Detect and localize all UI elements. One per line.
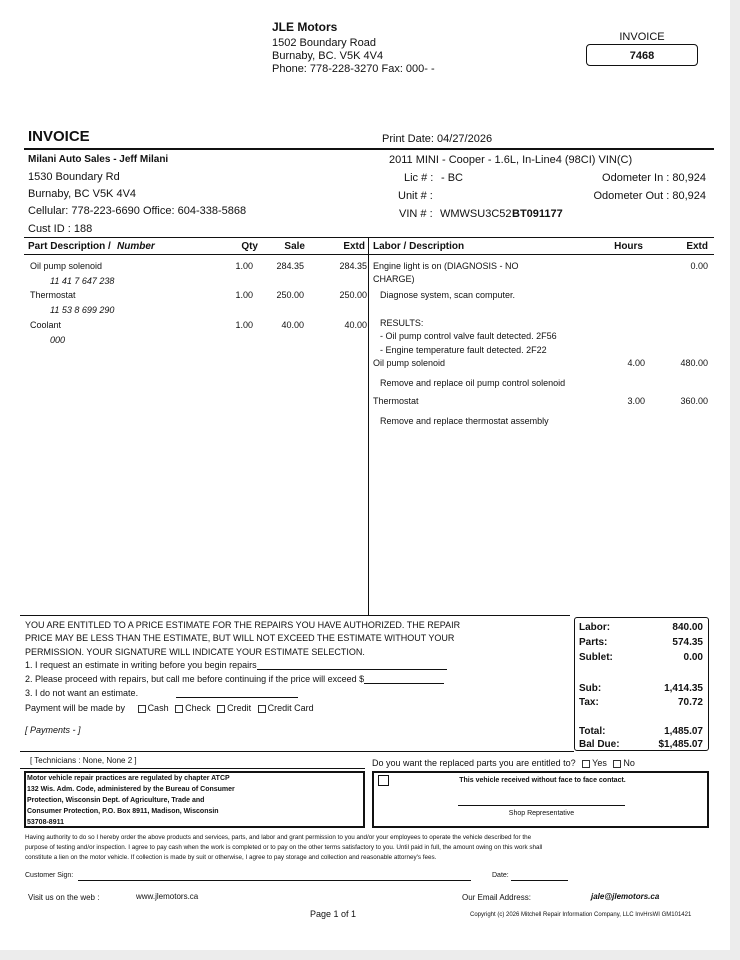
totals-sub-value: 1,414.35 bbox=[664, 683, 703, 694]
totals-sub-label: Sub: bbox=[579, 683, 602, 694]
vehicle-description: 2011 MINI - Cooper - 1.6L, In-Line4 (98CI) VIN(C) bbox=[389, 154, 633, 166]
invoice-box-label: INVOICE bbox=[619, 31, 665, 43]
labor-line: - Oil pump control valve fault detected. 2F56 bbox=[380, 331, 557, 341]
estimate-bottom-line bbox=[20, 751, 574, 752]
totals-sublet-label: Sublet: bbox=[579, 652, 613, 663]
atcp-text: Protection, Wisconsin Dept. of Agriculture, Trade and bbox=[27, 797, 205, 804]
totals-total-value: 1,485.07 bbox=[664, 726, 703, 737]
customer-phones: Cellular: 778-223-6690 Office: 604-338-5868 bbox=[28, 205, 247, 217]
invoice-title: INVOICE bbox=[28, 128, 90, 145]
part-number: 000 bbox=[50, 335, 66, 345]
customer-sign-label: Customer Sign: bbox=[25, 872, 74, 879]
part-extd: 40.00 bbox=[344, 320, 367, 330]
totals-parts-value: 574.35 bbox=[672, 637, 703, 648]
authority-text: constitute a lien on the motor vehicle. If collection is made by suit or otherwise, I agree to pay storage and collection and reasonable attorney's fees. bbox=[25, 854, 437, 861]
odometer-out: Odometer Out : 80,924 bbox=[593, 190, 706, 202]
part-qty: 1.00 bbox=[235, 320, 253, 330]
estimate-option-3-line[interactable] bbox=[176, 697, 298, 698]
customer-name: Milani Auto Sales - Jeff Milani bbox=[28, 154, 169, 165]
odometer-in: Odometer In : 80,924 bbox=[602, 172, 706, 184]
copyright: Copyright (c) 2026 Mitchell Repair Information Company, LLC InvHrsWI GM101421 bbox=[470, 912, 692, 918]
table-top-line bbox=[24, 237, 714, 238]
part-sale: 284.35 bbox=[276, 261, 304, 271]
customer-address: 1530 Boundary Rd bbox=[28, 171, 120, 183]
estimate-text: YOU ARE ENTITLED TO A PRICE ESTIMATE FOR THE REPAIRS YOU HAVE AUTHORIZED. THE REPAIR bbox=[25, 620, 461, 630]
labor-header-hours: Hours bbox=[614, 241, 643, 252]
email-label: Our Email Address: bbox=[462, 893, 531, 902]
authority-text: Having authority to do so I hereby order the above products and services, parts, and labor and grant permission to you and/or your employees to operate the vehicle described for the bbox=[25, 834, 532, 841]
date-label: Date: bbox=[492, 872, 509, 879]
part-number: 11 53 8 699 290 bbox=[50, 305, 115, 315]
atcp-text: 132 Wis. Adm. Code, administered by the Bureau of Consumer bbox=[27, 786, 235, 793]
totals-labor-label: Labor: bbox=[579, 622, 611, 633]
part-qty: 1.00 bbox=[235, 290, 253, 300]
atcp-text: 53708-8911 bbox=[27, 819, 64, 826]
shop-city: Burnaby, BC. V5K 4V4 bbox=[272, 50, 384, 62]
received-text: This vehicle received without face to face contact. bbox=[459, 777, 626, 784]
labor-line: Remove and replace thermostat assembly bbox=[380, 416, 549, 426]
vin-suffix: BT091177 bbox=[512, 208, 563, 220]
estimate-option-1: 1. I request an estimate in writing before you begin repairs bbox=[25, 660, 447, 670]
estimate-text: PRICE MAY BE LESS THAN THE ESTIMATE, BUT WILL NOT EXCEED THE ESTIMATE WITHOUT YOUR bbox=[25, 633, 455, 643]
website-link[interactable]: www.jlemotors.ca bbox=[136, 892, 199, 901]
part-sale: 250.00 bbox=[276, 290, 304, 300]
parts-header-extd: Extd bbox=[343, 241, 365, 252]
email-link[interactable]: jale@jlemotors.ca bbox=[591, 892, 660, 901]
estimate-text: PERMISSION. YOUR SIGNATURE WILL INDICATE YOUR ESTIMATE SELECTION. bbox=[25, 647, 365, 657]
part-desc: Thermostat bbox=[30, 290, 76, 300]
replaced-parts-question: Do you want the replaced parts you are entitled to? Yes No bbox=[372, 758, 635, 768]
parts-header-number: Number bbox=[117, 241, 155, 252]
table-bottom-line bbox=[20, 615, 570, 616]
totals-sublet-value: 0.00 bbox=[683, 652, 703, 663]
labor-header-extd: Extd bbox=[686, 241, 708, 252]
part-sale: 40.00 bbox=[281, 320, 304, 330]
totals-tax-value: 70.72 bbox=[677, 697, 703, 708]
shop-phone: Phone: 778-228-3270 Fax: 000- - bbox=[272, 63, 435, 75]
table-divider bbox=[368, 237, 369, 615]
technicians: [ Technicians : None, None 2 ] bbox=[30, 756, 137, 765]
shop-name: JLE Motors bbox=[272, 20, 338, 34]
shop-rep-label: Shop Representative bbox=[508, 810, 575, 817]
part-desc: Coolant bbox=[30, 320, 62, 330]
shop-rep-signature-line[interactable] bbox=[458, 805, 625, 806]
totals-tax-label: Tax: bbox=[579, 697, 599, 708]
totals-parts-label: Parts: bbox=[579, 637, 608, 648]
print-date: Print Date: 04/27/2026 bbox=[382, 133, 493, 145]
check-checkbox[interactable] bbox=[175, 705, 183, 713]
labor-line: - Engine temperature fault detected. 2F22 bbox=[380, 345, 547, 355]
labor-line: RESULTS: bbox=[380, 318, 424, 328]
labor-line: Thermostat bbox=[373, 396, 419, 406]
cash-checkbox[interactable] bbox=[138, 705, 146, 713]
part-extd: 284.35 bbox=[339, 261, 367, 271]
parts-header-qty: Qty bbox=[241, 241, 258, 252]
part-desc: Oil pump solenoid bbox=[30, 261, 103, 271]
totals-labor-value: 840.00 bbox=[672, 622, 703, 633]
atcp-text: Motor vehicle repair practices are regulated by chapter ATCP bbox=[27, 775, 230, 782]
labor-extd: 0.00 bbox=[690, 261, 708, 271]
credit-card-checkbox[interactable] bbox=[258, 705, 266, 713]
received-checkbox[interactable] bbox=[378, 775, 389, 786]
visit-label: Visit us on the web : bbox=[28, 893, 100, 902]
labor-extd: 360.00 bbox=[680, 396, 708, 406]
atcp-text: Consumer Protection, P.O. Box 8911, Madison, Wisconsin bbox=[27, 808, 219, 815]
totals-baldue-value: $1,485.07 bbox=[658, 739, 703, 750]
vin-prefix: WMWSU3C52 bbox=[440, 208, 512, 220]
payments-note: [ Payments - ] bbox=[25, 725, 81, 735]
labor-hours: 4.00 bbox=[627, 358, 645, 368]
estimate-amount-line[interactable] bbox=[364, 676, 444, 684]
estimate-option-2: 2. Please proceed with repairs, but call me before continuing if the price will exceed $ bbox=[25, 674, 444, 684]
part-extd: 250.00 bbox=[339, 290, 367, 300]
vin-label: VIN # : bbox=[399, 208, 433, 220]
replaced-parts-yes-checkbox[interactable] bbox=[582, 760, 590, 768]
part-qty: 1.00 bbox=[235, 261, 253, 271]
totals-baldue-label: Bal Due: bbox=[579, 739, 620, 750]
authority-text: purpose of testing and/or inspection. I agree to pay cash when the work is completed or to pay on the other terms satisfactory to you. Until paid in full, the amount owing on this work shall bbox=[25, 844, 543, 851]
estimate-option-1-line[interactable] bbox=[257, 662, 447, 670]
credit-checkbox[interactable] bbox=[217, 705, 225, 713]
shop-address: 1502 Boundary Road bbox=[272, 37, 376, 49]
labor-hours: 3.00 bbox=[627, 396, 645, 406]
parts-header-desc: Part Description / bbox=[28, 241, 111, 252]
unit-label: Unit # : bbox=[398, 190, 433, 202]
estimate-option-3: 3. I do not want an estimate. bbox=[25, 688, 139, 698]
replaced-parts-no-checkbox[interactable] bbox=[613, 760, 621, 768]
labor-line: Remove and replace oil pump control solenoid bbox=[380, 378, 566, 388]
invoice-number: 7468 bbox=[629, 50, 655, 62]
customer-signature-line[interactable] bbox=[78, 880, 471, 881]
page-number: Page 1 of 1 bbox=[310, 909, 357, 919]
totals-total-label: Total: bbox=[579, 726, 606, 737]
labor-line: Engine light is on (DIAGNOSIS - NO bbox=[373, 261, 519, 271]
table-header-line bbox=[24, 254, 714, 255]
customer-city: Burnaby, BC V5K 4V4 bbox=[28, 188, 137, 200]
labor-header-desc: Labor / Description bbox=[373, 241, 465, 252]
labor-extd: 480.00 bbox=[680, 358, 708, 368]
labor-line: CHARGE) bbox=[373, 274, 415, 284]
parts-header-sale: Sale bbox=[284, 241, 305, 252]
license-value: - BC bbox=[441, 172, 463, 184]
technicians-line bbox=[20, 768, 365, 769]
labor-line: Diagnose system, scan computer. bbox=[380, 290, 516, 300]
license-label: Lic # : bbox=[404, 172, 434, 184]
part-number: 11 41 7 647 238 bbox=[50, 276, 115, 286]
labor-line: Oil pump solenoid bbox=[373, 358, 446, 368]
payment-methods: Payment will be made by Cash Check Credit Credit Card bbox=[25, 703, 314, 713]
customer-id: Cust ID : 188 bbox=[28, 223, 93, 235]
title-divider bbox=[24, 148, 714, 150]
date-line[interactable] bbox=[511, 880, 568, 881]
